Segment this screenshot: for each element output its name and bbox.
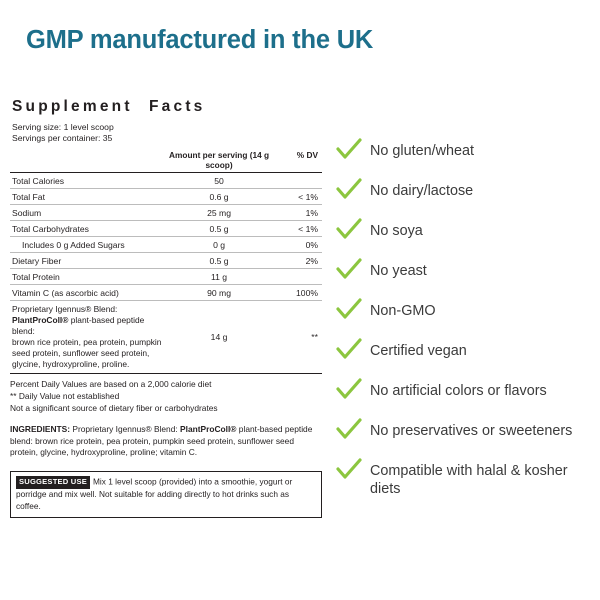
claim-label: No dairy/lactose [370, 183, 474, 199]
nutrient-amount: 11 g [166, 269, 272, 285]
nutrient-name: Total Protein [10, 269, 166, 285]
list-item [336, 260, 598, 284]
table-row [10, 189, 322, 205]
table-row [10, 205, 322, 221]
claim-label: No soya [370, 223, 423, 239]
suggested-use-text: Mix 1 level scoop (provided) into a smoothie, yogurt or porridge and mix well. Not suitable for adding directly to hot drinks such as coffee. [16, 476, 293, 511]
footnotes [10, 373, 322, 415]
nutrient-name: Vitamin C (as ascorbic acid) [10, 285, 166, 301]
table-header-row [10, 147, 322, 173]
nutrient-dv: 2% [272, 253, 322, 269]
claim-label: Certified vegan [370, 343, 467, 359]
check-icon [336, 258, 362, 282]
list-item [336, 420, 598, 444]
ingredients-section [10, 424, 322, 459]
footnote-dv-not-established: ** Daily Value not established [10, 390, 120, 401]
claim-label: No artificial colors or flavors [370, 383, 547, 399]
supplement-facts-title-word1: Supplement [12, 98, 133, 115]
nutrient-amount: 0.6 g [166, 189, 272, 205]
ingredients-brand: PlantProColl® [180, 424, 237, 435]
nutrient-dv: 0% [272, 237, 322, 253]
claim-label: Compatible with halal & kosher diets [370, 463, 568, 497]
check-icon [336, 298, 362, 322]
claim-label: No gluten/wheat [370, 143, 475, 159]
check-icon [336, 138, 362, 162]
ingredients-text-1: Proprietary Igennus® Blend: [70, 424, 181, 435]
blend-line-4: seed protein, sunflower seed protein, [12, 347, 150, 358]
blend-amount: 14 g [166, 301, 272, 373]
nutrient-name: Sodium [10, 205, 166, 221]
table-row [10, 253, 322, 269]
check-icon [336, 338, 362, 362]
blend-line-5: glycine, hydroxyproline, proline. [12, 358, 130, 369]
header-dv: % DV [272, 147, 322, 173]
check-icon [336, 178, 362, 202]
nutrient-amount: 0 g [166, 237, 272, 253]
blend-line-2-rest: plant-based peptide blend: [12, 314, 145, 336]
table-row [10, 173, 322, 189]
nutrient-dv [272, 269, 322, 285]
nutrient-dv: 100% [272, 285, 322, 301]
ingredients-label: INGREDIENTS: [10, 424, 71, 435]
claim-label: No yeast [370, 263, 427, 279]
blend-line-2 [12, 315, 164, 337]
supplement-facts-title-word2: Facts [149, 98, 206, 115]
blend-dv: ** [272, 301, 322, 373]
table-row [10, 237, 322, 253]
nutrient-dv: 1% [272, 205, 322, 221]
footnote-daily-values: Percent Daily Values are based on a 2,000 calorie diet [10, 378, 212, 389]
blend-row [10, 301, 322, 373]
footnote-not-significant-source: Not a significant source of dietary fiber or carbohydrates [10, 402, 218, 413]
table-row [10, 285, 322, 301]
nutrient-name: Dietary Fiber [10, 253, 166, 269]
check-icon [336, 218, 362, 242]
list-item [336, 380, 598, 404]
list-item [336, 140, 598, 164]
ingredients-text-2: plant-based peptide blend: brown rice protein, pea protein, pumpkin seed protein, sunflower seed protein, glycine, hydroxyproline, proline; vitamin C. [10, 424, 313, 458]
suggested-use-box [10, 471, 322, 518]
nutrient-amount: 0.5 g [166, 221, 272, 237]
supplement-facts-title [12, 98, 322, 116]
blend-line-3: brown rice protein, pea protein, pumpkin [12, 336, 162, 347]
servings-per-container: Servings per container: 35 [12, 133, 113, 143]
blend-line-1: Proprietary Igennus® Blend: [12, 303, 118, 314]
list-item [336, 180, 598, 204]
nutrient-dv: < 1% [272, 221, 322, 237]
nutrient-amount: 25 mg [166, 205, 272, 221]
blend-description [10, 301, 166, 373]
nutrient-name: Total Carbohydrates [10, 221, 166, 237]
nutrient-amount: 50 [166, 173, 272, 189]
table-row [10, 269, 322, 285]
check-icon [336, 378, 362, 402]
supplement-facts-panel [10, 98, 322, 518]
claims-list [336, 140, 598, 514]
check-icon [336, 458, 362, 482]
table-row [10, 221, 322, 237]
claim-label: No preservatives or sweeteners [370, 423, 573, 439]
list-item [336, 460, 598, 498]
header-blank [10, 147, 166, 173]
nutrient-amount: 90 mg [166, 285, 272, 301]
nutrient-name: Total Calories [10, 173, 166, 189]
nutrition-table [10, 147, 322, 373]
list-item [336, 220, 598, 244]
list-item [336, 300, 598, 324]
check-icon [336, 418, 362, 442]
nutrient-dv [272, 173, 322, 189]
nutrient-amount: 0.5 g [166, 253, 272, 269]
claim-label: Non-GMO [370, 303, 436, 319]
serving-size: Serving size: 1 level scoop [12, 122, 114, 132]
nutrient-name: Includes 0 g Added Sugars [10, 237, 166, 253]
list-item [336, 340, 598, 364]
nutrient-dv: < 1% [272, 189, 322, 205]
suggested-use-tag: SUGGESTED USE [16, 476, 90, 489]
page-title: GMP manufactured in the UK [26, 26, 374, 54]
blend-brand: PlantProColl® [12, 314, 69, 325]
nutrient-name: Total Fat [10, 189, 166, 205]
header-amount: Amount per serving (14 g scoop) [166, 147, 272, 173]
